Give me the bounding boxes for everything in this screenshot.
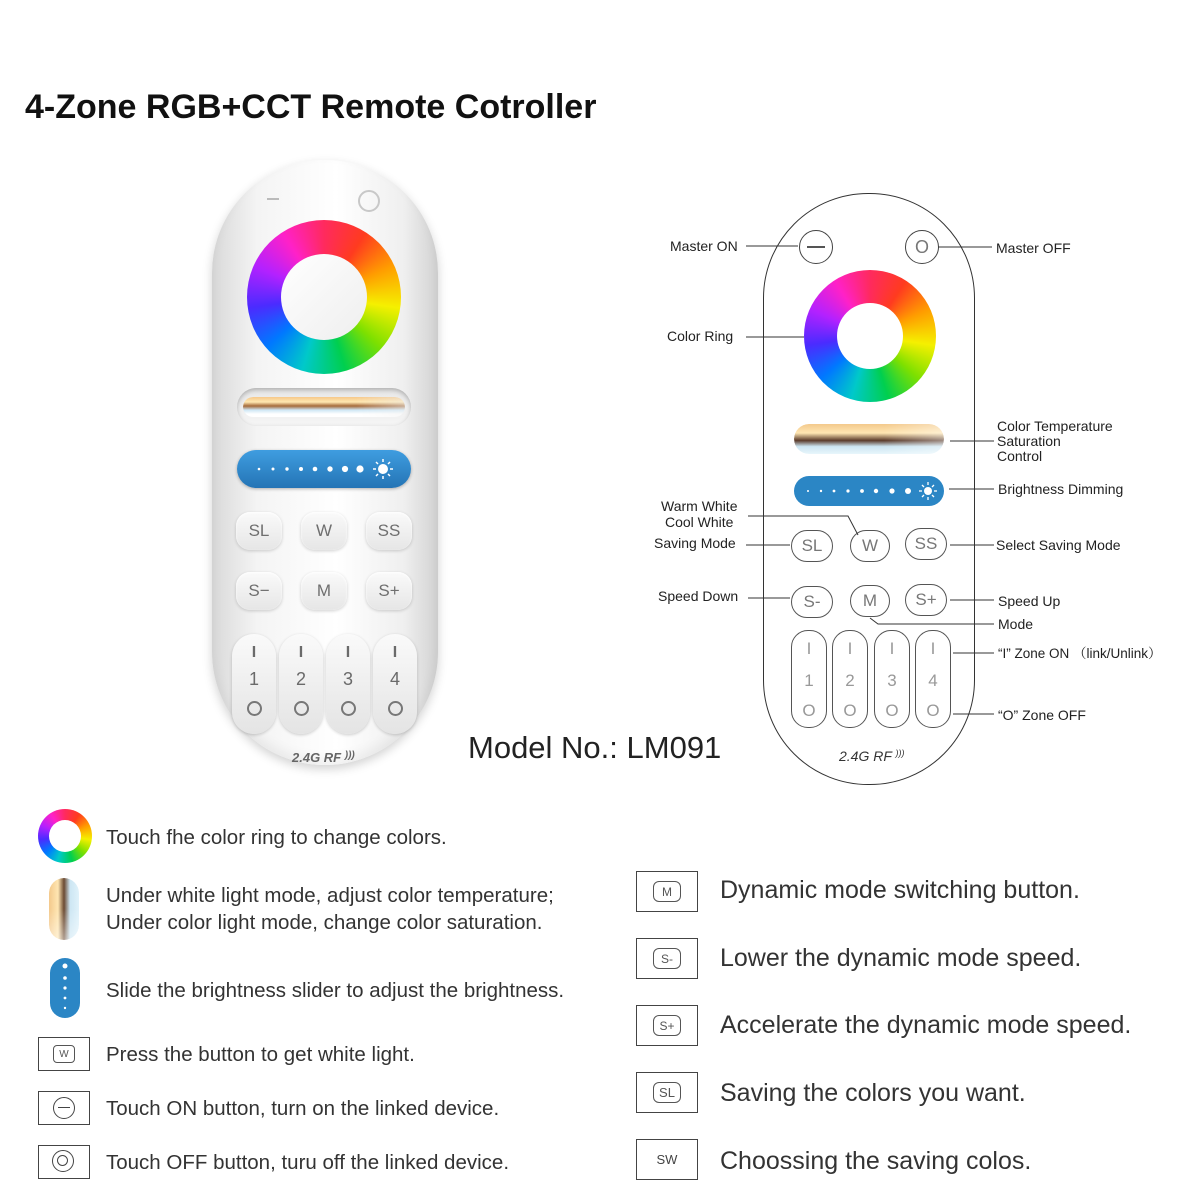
legend-color-ring-text: Touch fhe color ring to change colors.	[106, 826, 447, 849]
speed-down-label: S-	[803, 592, 821, 611]
m-key-icon	[653, 881, 681, 902]
legend-color-temp-text-2: Under color light mode, change color saturation.	[106, 911, 543, 934]
w-key-label: W	[59, 1048, 69, 1060]
color-ring-icon	[38, 809, 92, 863]
legend-off-text: Touch OFF button, turu off the linked device.	[106, 1151, 510, 1174]
brightness-slider-icon	[50, 958, 80, 1018]
s-minus-button-icon	[636, 938, 698, 979]
zone-number: 4	[389, 669, 400, 689]
zone-on-label: I	[847, 639, 853, 658]
callout-zone-on: “I” Zone ON （link/Unlink）	[998, 646, 1162, 661]
zone-on-label: I	[392, 644, 398, 661]
s-minus-key-label: S-	[661, 951, 673, 966]
zone-off-label: O	[843, 701, 857, 720]
speed-up-label: S+	[915, 590, 937, 609]
signal-icon: )))	[344, 750, 355, 761]
signal-icon: )))	[895, 748, 905, 758]
callout-speed-up: Speed Up	[998, 593, 1061, 609]
speed-up-label: S+	[378, 581, 400, 600]
mode-label: M	[862, 591, 878, 610]
zone-on-label: I	[889, 639, 895, 658]
zone-on-label: I	[806, 639, 812, 658]
callout-brightness: Brightness Dimming	[998, 481, 1124, 497]
m-button-icon	[636, 871, 698, 912]
legend-color-temp-text-1: Under white light mode, adjust color temperature;	[106, 884, 554, 907]
zone-number: 3	[342, 669, 353, 689]
w-key-icon	[53, 1045, 75, 1063]
callout-zone-off: “O” Zone OFF	[998, 707, 1086, 723]
ss-label: SS	[914, 534, 938, 553]
legend-sl-text: Saving the colors you want.	[720, 1079, 1026, 1107]
legend-w-text: Press the button to get white light.	[106, 1043, 415, 1066]
speed-down-label: S−	[248, 581, 270, 600]
sl-label: SL	[248, 521, 270, 540]
zone-number: 1	[804, 671, 814, 690]
zone-on-label: I	[298, 644, 304, 661]
master-off-symbol: O	[914, 236, 929, 257]
sl-key-label: SL	[659, 1085, 675, 1100]
legend-s-plus-text: Accelerate the dynamic mode speed.	[720, 1011, 1132, 1039]
callout-master-on: Master ON	[670, 238, 738, 254]
minus-circle-icon	[53, 1097, 75, 1119]
legend-brightness-text: Slide the brightness slider to adjust the brightness.	[106, 979, 565, 1002]
callout-saving-mode: Saving Mode	[654, 535, 736, 551]
m-key-label: M	[662, 884, 672, 899]
rf-label-text: 2.4G RF	[839, 748, 892, 764]
callout-speed-down: Speed Down	[658, 588, 739, 604]
callout-master-off: Master OFF	[996, 240, 1071, 256]
zone-on-label: I	[930, 639, 936, 658]
callout-mode: Mode	[998, 616, 1034, 632]
off-button-icon	[38, 1145, 90, 1179]
callout-color-ring: Color Ring	[667, 328, 734, 344]
callout-select-saving: Select Saving Mode	[996, 537, 1121, 553]
zone-number: 3	[887, 671, 897, 690]
page-title: 4-Zone RGB+CCT Remote Cotroller	[25, 88, 597, 126]
rf-label-text: 2.4G RF	[292, 750, 342, 765]
zone-number: 1	[248, 669, 259, 689]
model-number: Model No.: LM091	[468, 730, 722, 765]
callout-warm-white: Warm White	[661, 498, 738, 514]
sw-button-icon	[636, 1139, 698, 1180]
zone-on-label: I	[251, 644, 257, 661]
double-circle-icon	[52, 1150, 74, 1172]
zone-off-label: O	[885, 701, 899, 720]
sl-label: SL	[801, 536, 823, 555]
callout-cool-white: Cool White	[665, 514, 734, 530]
on-button-icon	[38, 1091, 90, 1125]
zone-off-label: O	[802, 701, 816, 720]
sw-key-label: SW	[656, 1152, 678, 1167]
callout-color-temp-3: Control	[997, 448, 1043, 464]
mode-label: M	[316, 581, 332, 600]
zone-number: 4	[928, 671, 938, 690]
sl-key-icon	[653, 1082, 681, 1103]
legend-sw-text: Choossing the saving colos.	[720, 1147, 1032, 1175]
sl-button-icon	[636, 1072, 698, 1113]
brightness-dots-vertical-icon	[50, 958, 80, 1018]
legend-m-text: Dynamic mode switching button.	[720, 876, 1080, 904]
zone-off-label: O	[926, 701, 940, 720]
w-label: W	[315, 521, 333, 540]
callout-color-temp-1: Color Temperature	[997, 418, 1113, 434]
zone-number: 2	[295, 669, 306, 689]
w-button-icon	[38, 1037, 90, 1071]
ss-label: SS	[377, 521, 401, 540]
w-label: W	[861, 536, 879, 555]
callout-color-temp-2: Saturation	[997, 433, 1061, 449]
s-plus-button-icon	[636, 1005, 698, 1046]
s-plus-key-icon	[653, 1015, 681, 1036]
legend-s-minus-text: Lower the dynamic mode speed.	[720, 944, 1082, 972]
zone-on-label: I	[345, 644, 351, 661]
s-plus-key-label: S+	[659, 1018, 675, 1033]
zone-number: 2	[845, 671, 855, 690]
color-temperature-bar-icon	[49, 878, 79, 940]
legend-on-text: Touch ON button, turn on the linked device.	[106, 1097, 500, 1120]
s-minus-key-icon	[653, 948, 681, 969]
